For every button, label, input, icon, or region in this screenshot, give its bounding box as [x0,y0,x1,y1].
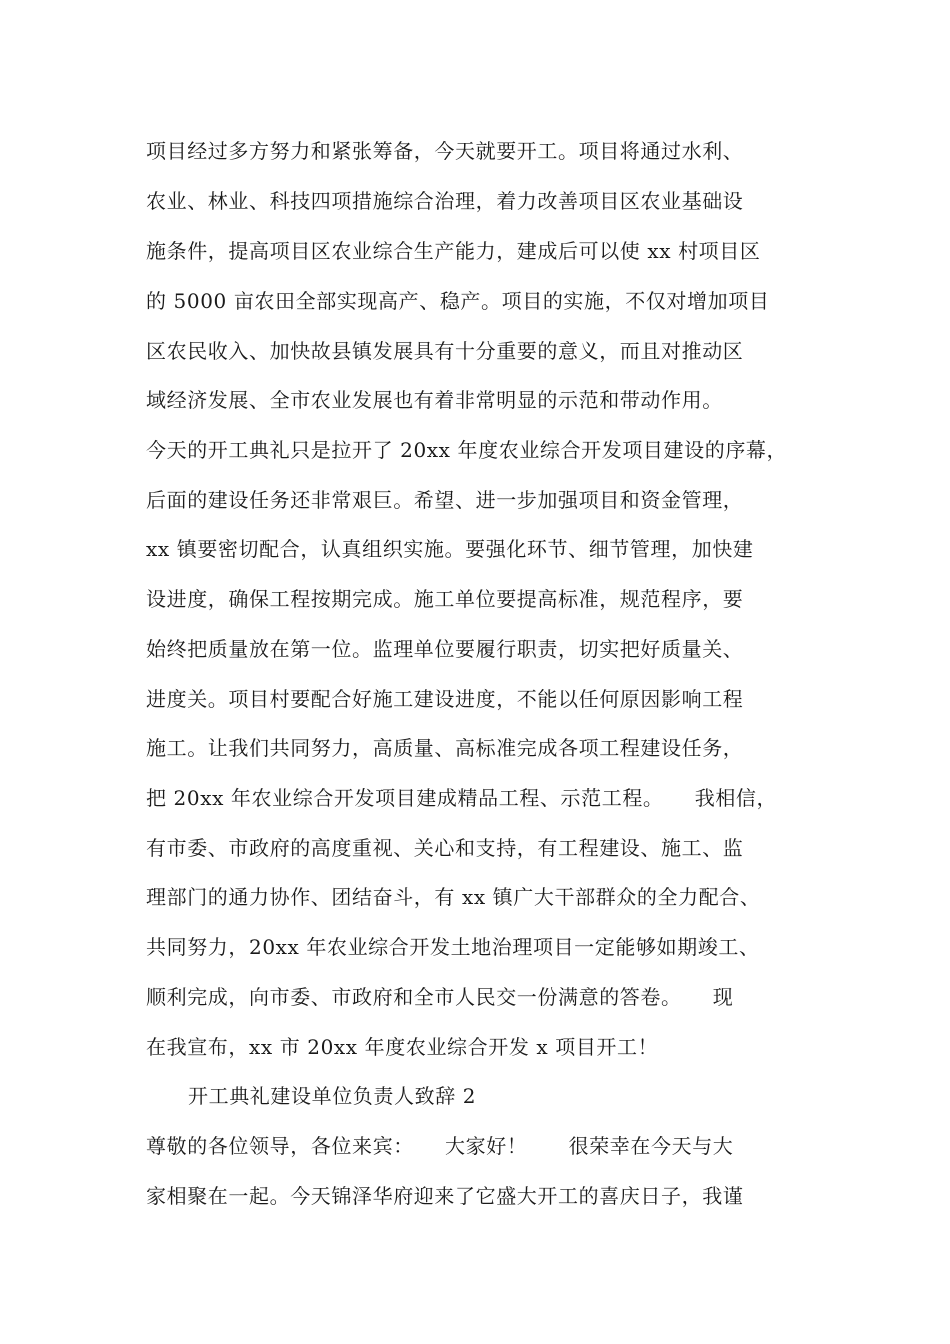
section-heading: 开工典礼建设单位负责人致辞 2 [188,1084,477,1108]
body-line: 的 5000 亩农田全部实现高产、稳产。项目的实施，不仅对增加项目 [146,289,770,313]
body-line: 后面的建设任务还非常艰巨。希望、进一步加强项目和资金管理， [146,488,744,512]
body-line: 进度关。项目村要配合好施工建设进度，不能以任何原因影响工程 [146,687,744,711]
body-line: 始终把质量放在第一位。监理单位要履行职责，切实把好质量关、 [146,637,744,661]
body-line: 顺利完成，向市委、市政府和全市人民交一份满意的答卷。 现 [146,985,734,1009]
body-line: 施条件，提高项目区农业综合生产能力，建成后可以使 xx 村项目区 [146,239,761,263]
body-line: 施工。让我们共同努力，高质量、高标准完成各项工程建设任务， [146,736,744,760]
body-line: 今天的开工典礼只是拉开了 20xx 年度农业综合开发项目建设的序幕， [146,438,788,462]
body-line: 设进度，确保工程按期完成。施工单位要提高标准，规范程序，要 [146,587,744,611]
body-line: 尊敬的各位领导，各位来宾： 大家好！ 很荣幸在今天与大 [146,1134,734,1158]
body-line: 区农民收入、加快故县镇发展具有十分重要的意义，而且对推动区 [146,339,744,363]
body-line: 有市委、市政府的高度重视、关心和支持，有工程建设、施工、监 [146,836,744,860]
body-line: 农业、林业、科技四项措施综合治理，着力改善项目区农业基础设 [146,189,744,213]
body-line: 项目经过多方努力和紧张筹备，今天就要开工。项目将通过水利、 [146,139,744,163]
body-line: 在我宣布，xx 市 20xx 年度农业综合开发 x 项目开工！ [146,1035,659,1059]
body-line: 域经济发展、全市农业发展也有着非常明显的示范和带动作用。 [146,388,723,412]
body-line: 把 20xx 年农业综合开发项目建成精品工程、示范工程。 我相信， [146,786,778,810]
body-line: xx 镇要密切配合，认真组织实施。要强化环节、细节管理，加快建 [146,537,754,561]
body-line: 家相聚在一起。今天锦泽华府迎来了它盛大开工的喜庆日子，我谨 [146,1184,744,1208]
body-line: 理部门的通力协作、团结奋斗，有 xx 镇广大干部群众的全力配合、 [146,885,761,909]
body-line: 共同努力，20xx 年农业综合开发土地治理项目一定能够如期竣工、 [146,935,760,959]
